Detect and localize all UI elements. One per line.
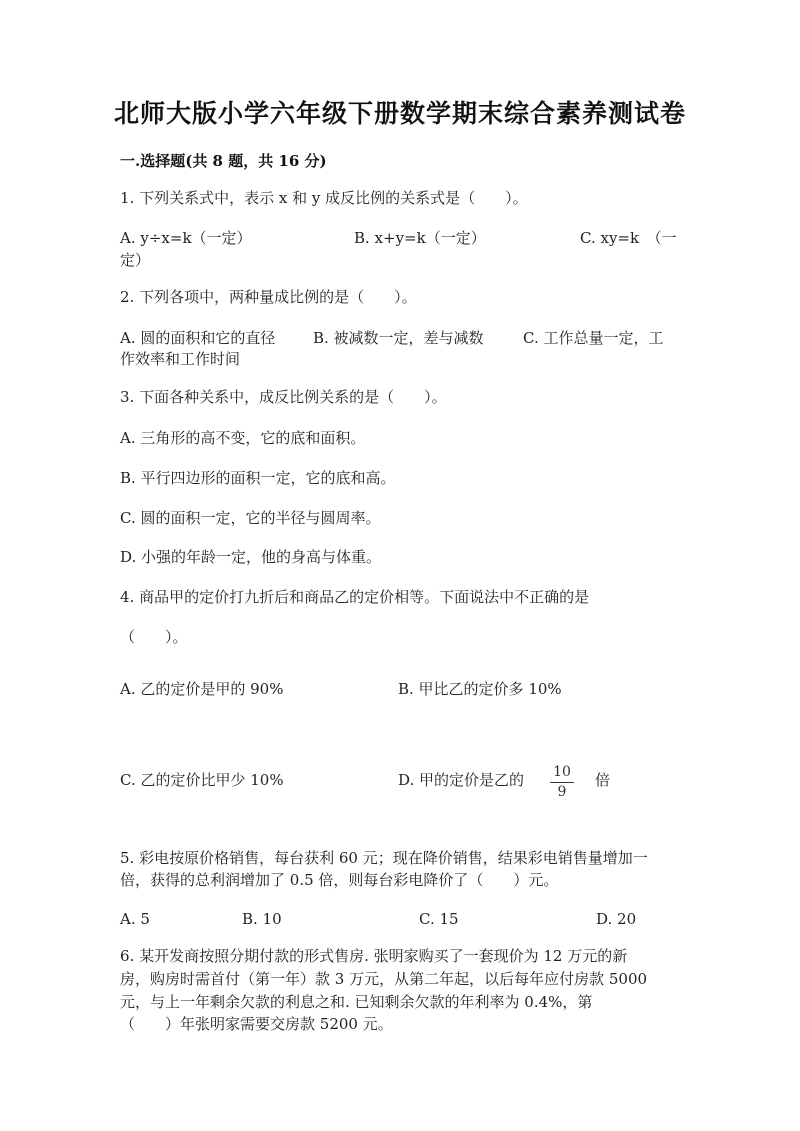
question-3-stem: 3. 下面各种关系中，成反比例关系的是（ ）。 xyxy=(120,388,447,406)
question-4-option-d-suffix: 倍 xyxy=(595,771,611,789)
page-title: 北师大版小学六年级下册数学期末综合素养测试卷 xyxy=(113,99,686,128)
question-2-option-c-cont: 作效率和工作时间 xyxy=(120,350,241,368)
question-6-stem-line1: 6. 某开发商按照分期付款的形式售房. 张明家购买了一套现价为 12 万元的新 xyxy=(120,947,628,965)
question-4-option-a: A. 乙的定价是甲的 90% xyxy=(120,680,284,698)
question-1-stem: 1. 下列关系式中，表示 x 和 y 成反比例的关系式是（ ）。 xyxy=(120,189,528,207)
fraction-denominator: 9 xyxy=(557,784,567,800)
question-2-option-b: B. 被减数一定，差与减数 xyxy=(313,329,484,347)
question-3-option-d: D. 小强的年龄一定，他的身高与体重。 xyxy=(120,548,382,566)
question-1-option-c-cont: 定） xyxy=(120,251,151,269)
question-3-option-a: A. 三角形的高不变，它的底和面积。 xyxy=(120,429,366,447)
question-5-option-c: C. 15 xyxy=(419,910,459,928)
question-2-option-c: C. 工作总量一定，工 xyxy=(523,329,664,347)
question-5-option-a: A. 5 xyxy=(120,910,150,928)
fraction xyxy=(550,764,574,801)
question-6-stem-line3: 元，与上一年剩余欠款的利息之和. 已知剩余欠款的年利率为 0.4%，第 xyxy=(120,993,593,1011)
section-heading: 一.选择题(共 8 题，共 16 分) xyxy=(120,152,327,170)
question-1-option-a: A. y÷x=k（一定） xyxy=(120,229,252,247)
question-4-stem: 4. 商品甲的定价打九折后和商品乙的定价相等。下面说法中不正确的是 xyxy=(120,588,590,606)
question-4-option-c: C. 乙的定价比甲少 10% xyxy=(120,771,284,789)
question-4-stem-blank: （ ）。 xyxy=(120,628,188,646)
question-6-stem-line4: （ ）年张明家需要交房款 5200 元。 xyxy=(120,1015,393,1033)
fraction-numerator: 10 xyxy=(550,764,574,783)
question-6-stem-line2: 房，购房时需首付（第一年）款 3 万元，从第二年起，以后每年应付房款 5000 xyxy=(120,970,648,988)
question-5-stem-line1: 5. 彩电按原价格销售，每台获利 60 元；现在降价销售，结果彩电销售量增加一 xyxy=(120,849,648,867)
question-1-option-c: C. xy=k （一 xyxy=(580,229,677,247)
question-1-option-b: B. x+y=k（一定） xyxy=(354,229,486,247)
question-2-option-a: A. 圆的面积和它的直径 xyxy=(120,329,276,347)
question-5-stem-line2: 倍，获得的总利润增加了 0.5 倍，则每台彩电降价了（ ）元。 xyxy=(120,871,559,889)
question-4-option-b: B. 甲比乙的定价多 10% xyxy=(398,680,562,698)
question-3-option-c: C. 圆的面积一定，它的半径与圆周率。 xyxy=(120,509,381,527)
question-4-option-d: D. 甲的定价是乙的 xyxy=(398,771,525,789)
question-2-stem: 2. 下列各项中，两种量成比例的是（ ）。 xyxy=(120,288,417,306)
question-3-option-b: B. 平行四边形的面积一定，它的底和高。 xyxy=(120,469,396,487)
question-5-option-d: D. 20 xyxy=(596,910,637,928)
question-5-option-b: B. 10 xyxy=(242,910,282,928)
